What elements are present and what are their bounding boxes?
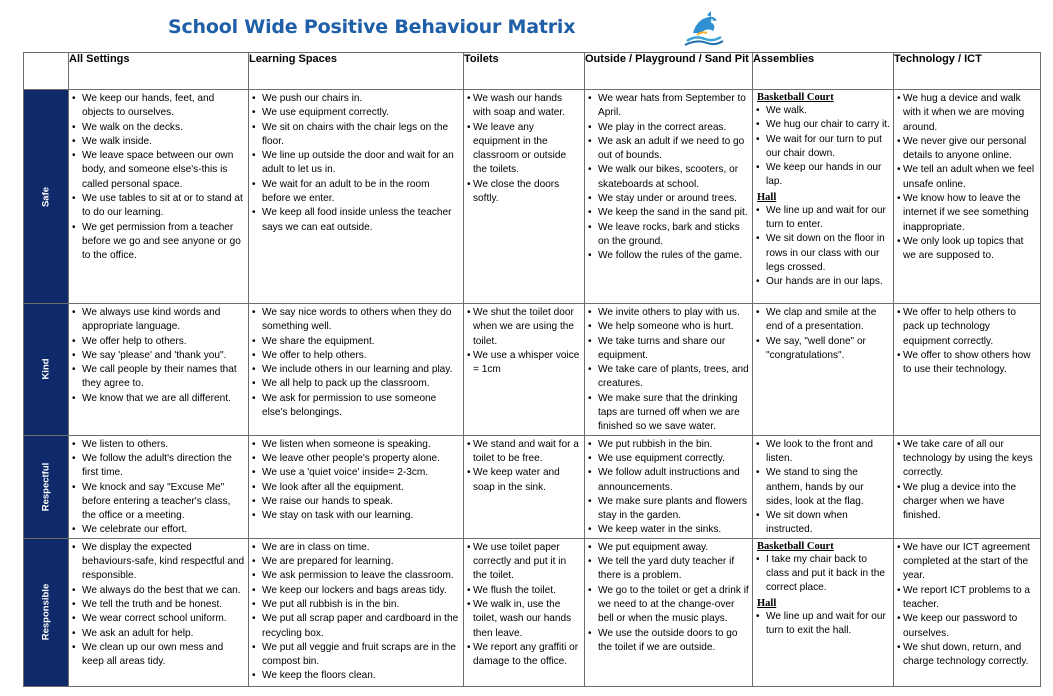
behaviour-list xyxy=(249,539,463,684)
behaviour-list xyxy=(753,304,893,363)
behaviour-item: • We use a 'quiet voice' inside= 2-3cm. xyxy=(252,466,460,480)
cell-assemblies xyxy=(753,90,894,304)
behaviour-item: • We knock and say "Excuse Me" before entering a teacher's class, the office or a meeting. xyxy=(72,481,245,524)
cell-all-settings xyxy=(69,435,249,538)
behaviour-item: • We play in the correct areas. xyxy=(588,121,749,135)
behaviour-item: • We use the outside doors to go the toilet if we are outside. xyxy=(588,627,749,656)
behaviour-item: • We line up outside the door and wait for an adult to let us in. xyxy=(252,149,460,178)
behaviour-item: • We use equipment correctly. xyxy=(588,452,749,466)
cell-all-settings xyxy=(69,90,249,304)
behaviour-item: • We make sure plants and flowers stay in the garden. xyxy=(588,495,749,524)
behaviour-item: • We use equipment correctly. xyxy=(252,106,460,120)
behaviour-list xyxy=(69,90,248,264)
behaviour-item: • We always do the best that we can. xyxy=(72,584,245,598)
behaviour-item: • We put rubbish in the bin. xyxy=(588,438,749,452)
behaviour-item: • We walk in, use the toilet, wash our hands then leave. xyxy=(467,598,581,641)
behaviour-item: • We use toilet paper correctly and put it in the toilet. xyxy=(467,541,581,584)
corner-cell xyxy=(24,53,69,90)
behaviour-item: • We push our chairs in. xyxy=(252,92,460,106)
behaviour-item: • We leave space between our own body, and someone else's-this is called personal space. xyxy=(72,149,245,192)
behaviour-list xyxy=(753,104,893,190)
behaviour-item: • We stay under or around trees. xyxy=(588,192,749,206)
behaviour-item: • We keep the floors clean. xyxy=(252,669,460,683)
behaviour-item: • We follow the rules of the game. xyxy=(588,249,749,263)
behaviour-item: • We know that we are all different. xyxy=(72,392,245,406)
row-label: Safe xyxy=(40,186,52,207)
behaviour-item: • Our hands are in our laps. xyxy=(756,275,890,289)
behaviour-list xyxy=(69,436,248,538)
cell-learning-spaces xyxy=(249,304,464,436)
behaviour-matrix xyxy=(23,52,1041,687)
column-header-all-settings: All Settings xyxy=(69,53,249,90)
behaviour-item: • We use tables to sit at or to stand at to do our learning. xyxy=(72,192,245,221)
cell-technology xyxy=(894,90,1041,304)
behaviour-item: • We take turns and share our equipment. xyxy=(588,335,749,364)
behaviour-list xyxy=(69,304,248,406)
behaviour-list xyxy=(464,539,584,670)
behaviour-item: • We have our ICT agreement completed at the start of the year. xyxy=(897,541,1037,584)
page-title: School Wide Positive Behaviour Matrix xyxy=(168,16,576,38)
cell-learning-spaces xyxy=(249,435,464,538)
behaviour-item: • We plug a device into the charger when we have finished. xyxy=(897,481,1037,524)
behaviour-item: • We keep our hands, feet, and objects to ourselves. xyxy=(72,92,245,121)
behaviour-item: • We walk our bikes, scooters, or skateboards at school. xyxy=(588,163,749,192)
behaviour-item: • We ask for permission to use someone else's belongings. xyxy=(252,392,460,421)
behaviour-item: • We include others in our learning and play. xyxy=(252,363,460,377)
behaviour-list xyxy=(249,304,463,420)
behaviour-item: • We wear hats from September to April. xyxy=(588,92,749,121)
behaviour-item: • We clap and smile at the end of a presentation. xyxy=(756,306,890,335)
behaviour-list xyxy=(894,304,1040,377)
behaviour-item: • We say 'please' and 'thank you". xyxy=(72,349,245,363)
behaviour-item: • We say nice words to others when they do something well. xyxy=(252,306,460,335)
cell-technology xyxy=(894,304,1041,436)
row-label: Kind xyxy=(40,358,52,380)
cell-technology xyxy=(894,435,1041,538)
dolphin-logo-icon xyxy=(683,11,725,47)
behaviour-item: • We keep water in the sinks. xyxy=(588,523,749,537)
behaviour-item: • We keep our password to ourselves. xyxy=(897,612,1037,641)
behaviour-item: • We offer to show others how to use their technology. xyxy=(897,349,1037,378)
behaviour-item: • We wash our hands with soap and water. xyxy=(467,92,581,121)
matrix-row-respectful xyxy=(24,435,1041,538)
behaviour-item: • We offer help to others. xyxy=(72,335,245,349)
behaviour-item: • We keep all food inside unless the teacher says we can eat outside. xyxy=(252,206,460,235)
behaviour-item: • We follow the adult's direction the first time. xyxy=(72,452,245,481)
matrix-row-safe xyxy=(24,90,1041,304)
header-row xyxy=(24,53,1041,90)
behaviour-item: • We tell the yard duty teacher if there is a problem. xyxy=(588,555,749,584)
behaviour-item: • We share the equipment. xyxy=(252,335,460,349)
behaviour-item: • We all help to pack up the classroom. xyxy=(252,377,460,391)
behaviour-list xyxy=(249,436,463,524)
behaviour-item: • We are in class on time. xyxy=(252,541,460,555)
behaviour-item: • We flush the toilet. xyxy=(467,584,581,598)
behaviour-item: • We display the expected behaviours-safe, kind respectful and responsible. xyxy=(72,541,245,584)
behaviour-list xyxy=(753,204,893,290)
behaviour-list xyxy=(249,90,463,235)
behaviour-item: • We hug a device and walk with it when we are moving around. xyxy=(897,92,1037,135)
cell-outside xyxy=(585,304,753,436)
behaviour-list xyxy=(894,90,1040,264)
behaviour-list xyxy=(585,90,752,264)
row-label-cell xyxy=(24,90,69,304)
behaviour-item: • We listen when someone is speaking. xyxy=(252,438,460,452)
behaviour-item: • We take care of all our technology by using the keys correctly. xyxy=(897,438,1037,481)
behaviour-item: • We put equipment away. xyxy=(588,541,749,555)
behaviour-item: • We celebrate our effort. xyxy=(72,523,245,537)
row-label-cell xyxy=(24,435,69,538)
behaviour-item: • We shut the toilet door when we are using the toilet. xyxy=(467,306,581,349)
cell-technology xyxy=(894,538,1041,686)
behaviour-item: • We walk inside. xyxy=(72,135,245,149)
behaviour-item: • We keep the sand in the sand pit. xyxy=(588,206,749,220)
behaviour-item: • We offer to help others. xyxy=(252,349,460,363)
behaviour-item: • We stand and wait for a toilet to be free. xyxy=(467,438,581,467)
assembly-location-heading: Basketball Court xyxy=(757,92,834,103)
cell-all-settings xyxy=(69,538,249,686)
behaviour-item: • We line up and wait for our turn to enter. xyxy=(756,204,890,233)
behaviour-item: • We walk on the decks. xyxy=(72,121,245,135)
column-header-assemblies: Assemblies xyxy=(753,53,894,90)
behaviour-item: • We wear correct school uniform. xyxy=(72,612,245,626)
cell-outside xyxy=(585,435,753,538)
cell-toilets xyxy=(464,538,585,686)
behaviour-item: • We only look up topics that we are supposed to. xyxy=(897,235,1037,264)
behaviour-item: • We close the doors softly. xyxy=(467,178,581,207)
behaviour-item: • We leave any equipment in the classroom or outside the toilets. xyxy=(467,121,581,178)
cell-toilets xyxy=(464,435,585,538)
behaviour-item: • We stand to sing the anthem, hands by our sides, look at the flag. xyxy=(756,466,890,509)
behaviour-item: • We offer to help others to pack up technology equipment correctly. xyxy=(897,306,1037,349)
behaviour-item: • We put all veggie and fruit scraps are in the compost bin. xyxy=(252,641,460,670)
cell-assemblies xyxy=(753,435,894,538)
behaviour-item: • We make sure that the drinking taps are turned off when we are finished so we save water. xyxy=(588,392,749,435)
cell-toilets xyxy=(464,304,585,436)
column-header-outside: Outside / Playground / Sand Pit xyxy=(585,53,753,90)
behaviour-item: • We leave other people's property alone. xyxy=(252,452,460,466)
column-header-learning-spaces: Learning Spaces xyxy=(249,53,464,90)
behaviour-item: • We keep water and soap in the sink. xyxy=(467,466,581,495)
behaviour-list xyxy=(585,539,752,655)
behaviour-item: • We listen to others. xyxy=(72,438,245,452)
behaviour-item: • We stay on task with our learning. xyxy=(252,509,460,523)
assembly-location-heading: Basketball Court xyxy=(757,540,834,552)
cell-toilets xyxy=(464,90,585,304)
behaviour-item: • We follow adult instructions and announcements. xyxy=(588,466,749,495)
behaviour-list xyxy=(585,304,752,435)
matrix-row-kind xyxy=(24,304,1041,436)
behaviour-item: • We never give our personal details to anyone online. xyxy=(897,135,1037,164)
behaviour-item: • We go to the toilet or get a drink if we need to at the change-over bell or when the music plays. xyxy=(588,584,749,627)
behaviour-item: • We ask an adult if we need to go out of bounds. xyxy=(588,135,749,164)
behaviour-item: • We ask an adult for help. xyxy=(72,627,245,641)
behaviour-list xyxy=(464,304,584,377)
cell-all-settings xyxy=(69,304,249,436)
row-label: Respectful xyxy=(40,462,52,511)
behaviour-item: • We take care of plants, trees, and creatures. xyxy=(588,363,749,392)
behaviour-item: • We report any graffiti or damage to the office. xyxy=(467,641,581,670)
cell-learning-spaces xyxy=(249,90,464,304)
matrix-row-responsible xyxy=(24,538,1041,686)
row-label: Responsible xyxy=(40,584,52,641)
behaviour-item: • We put all scrap paper and cardboard in the recycling box. xyxy=(252,612,460,641)
behaviour-list xyxy=(585,436,752,538)
behaviour-list xyxy=(753,610,893,639)
behaviour-item: • We ask permission to leave the classroom. xyxy=(252,569,460,583)
behaviour-item: • We clean up our own mess and keep all areas tidy. xyxy=(72,641,245,670)
cell-assemblies xyxy=(753,304,894,436)
behaviour-item: • We call people by their names that they agree to. xyxy=(72,363,245,392)
behaviour-item: • We look to the front and listen. xyxy=(756,438,890,467)
behaviour-item: • We line up and wait for our turn to exit the hall. xyxy=(756,610,890,639)
behaviour-item: • We raise our hands to speak. xyxy=(252,495,460,509)
behaviour-item: • We always use kind words and appropriate language. xyxy=(72,306,245,335)
behaviour-item: • We use a whisper voice = 1cm xyxy=(467,349,581,378)
behaviour-item: • We look after all the equipment. xyxy=(252,481,460,495)
behaviour-list xyxy=(894,436,1040,524)
matrix-body xyxy=(24,90,1041,687)
behaviour-item: • We wait for an adult to be in the room before we enter. xyxy=(252,178,460,207)
behaviour-item: • We know how to leave the internet if we see something inappropriate. xyxy=(897,192,1037,235)
cell-outside xyxy=(585,538,753,686)
behaviour-item: • We leave rocks, bark and sticks on the ground. xyxy=(588,221,749,250)
behaviour-item: • We sit down on the floor in rows in our class with our legs crossed. xyxy=(756,232,890,275)
behaviour-item: • We sit on chairs with the chair legs on the floor. xyxy=(252,121,460,150)
column-header-toilets: Toilets xyxy=(464,53,585,90)
behaviour-item: • We put all rubbish is in the bin. xyxy=(252,598,460,612)
behaviour-list xyxy=(753,553,893,596)
behaviour-item: • We walk. xyxy=(756,104,890,118)
behaviour-list xyxy=(464,436,584,495)
behaviour-item: • We report ICT problems to a teacher. xyxy=(897,584,1037,613)
assembly-location-heading: Hall xyxy=(757,597,777,609)
behaviour-item: • We shut down, return, and charge technology correctly. xyxy=(897,641,1037,670)
behaviour-list xyxy=(753,436,893,538)
column-header-technology: Technology / ICT xyxy=(894,53,1041,90)
behaviour-item: • We hug our chair to carry it. xyxy=(756,118,890,132)
behaviour-item: • We sit down when instructed. xyxy=(756,509,890,538)
behaviour-item: • We keep our lockers and bags areas tidy. xyxy=(252,584,460,598)
behaviour-item: • We invite others to play with us. xyxy=(588,306,749,320)
behaviour-item: • We help someone who is hurt. xyxy=(588,320,749,334)
cell-learning-spaces xyxy=(249,538,464,686)
behaviour-item: • We say, "well done" or "congratulations". xyxy=(756,335,890,364)
cell-outside xyxy=(585,90,753,304)
behaviour-item: • We tell the truth and be honest. xyxy=(72,598,245,612)
behaviour-item: • We tell an adult when we feel unsafe online. xyxy=(897,163,1037,192)
assembly-location-heading: Hall xyxy=(757,191,777,203)
behaviour-item: • We get permission from a teacher before we go and see anyone or go to the office. xyxy=(72,221,245,264)
behaviour-item: • I take my chair back to class and put it back in the correct place. xyxy=(756,553,890,596)
cell-assemblies xyxy=(753,538,894,686)
behaviour-list xyxy=(894,539,1040,670)
behaviour-item: • We are prepared for learning. xyxy=(252,555,460,569)
behaviour-item: • We keep our hands in our lap. xyxy=(756,161,890,190)
behaviour-list xyxy=(69,539,248,670)
behaviour-item: • We wait for our turn to put our chair down. xyxy=(756,133,890,162)
behaviour-list xyxy=(464,90,584,206)
row-label-cell xyxy=(24,304,69,436)
row-label-cell xyxy=(24,538,69,686)
